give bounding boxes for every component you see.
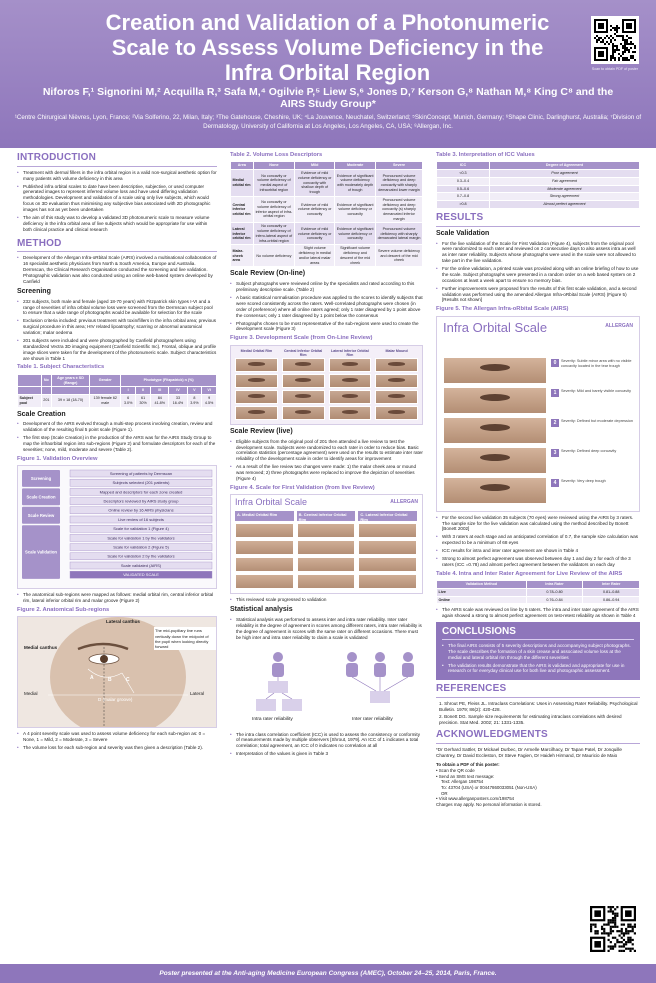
table-header: Area [231,162,254,170]
column-middle [230,152,423,759]
screening-list [17,299,217,362]
pdf-heading: To obtain a PDF of this poster: [436,761,500,767]
table-header: Phototype (Fitzpatrick) n (%) [121,374,217,386]
scale-column [235,511,294,591]
table-header: Mild [295,162,335,170]
validation-overview-figure [17,465,217,589]
flow-step-label: Descriptors reviewed by AIRS study group [103,498,179,504]
inter-rater-label: Inter rater reliability [352,716,393,722]
flow-step-label: Subjects selected (201 patients) [112,480,170,486]
scale-review-online-list [230,281,423,332]
eye-photo [297,523,356,538]
qr-code-icon[interactable] [590,906,636,952]
eye-photo [235,390,278,404]
scale-column [374,349,419,423]
table-header: None [253,162,294,170]
table-header: IV [169,387,187,395]
scale-column-label: Central Inferior Orbital Rim [283,348,323,358]
eye-photo [282,390,325,404]
table2-caption: Table 2. Volume Loss Descriptors [230,152,323,158]
eye-photo [329,406,372,420]
table-row: 0.3–0.4 Fair agreement [437,177,640,185]
validation-list [436,515,640,568]
method-list [17,255,217,284]
icc-values-table [436,161,640,208]
conclusions-list [442,643,634,674]
development-scale-figure [230,345,423,425]
authors: Niforos F,¹ Signorini M,² Acquilla R,³ Safa M,⁴ Ogilvie P,⁵ Liew S,⁶ Jones D,⁷ Kerson G,⁸ Nathan M,⁸ King C⁸ and the AIRS Study Group* [42,86,614,110]
screening-heading: Screening [17,287,51,295]
pdf-line: Text: Allergan 198754 [441,779,484,785]
eye-photo [329,358,372,372]
list-item: • A 4 point severity scale was used to assess volume deficiency for each sub-region as: 0 = None, 1 = Mild, 2 = Moderate, 3 = Severe [17,731,217,743]
severity-description: Severity: Mild and barely visible concavity [561,388,632,393]
figure4-caption: Figure 4. Scale for First Validation (from live Review) [230,484,375,491]
scale-title: Infra Orbital Scale [443,319,548,335]
scale-column [234,349,279,423]
scale-column-label: Malar Mound [385,348,408,353]
list-item: • ICC results for intra and inter rater agreement are shown in Table 4 [436,548,640,554]
list-item: • Interpretation of the values is given in Table 3 [230,751,423,757]
intra-rater-label: Intra rater reliability [252,716,293,722]
pdf-line: Charges may apply. No personal information is stored. [436,801,542,807]
pdf-line: To: 43704 (USA) or 00447860033051 (Non-USA) [441,785,537,791]
intro-list [17,170,217,233]
flow-group-label: Scale Review [27,512,55,518]
eye-photo [358,557,417,572]
list-item: • With 3 raters at each stage and an anticipated correlation of 0.7, the sample size calculation was expected to be a minimum of 68 eyes [436,534,640,546]
eye-photo [282,358,325,372]
scale-column-label: A. Medial Orbital Rim [235,511,294,521]
eye-photo [375,358,418,372]
table-header: Age years ± SD (Range) [51,374,89,386]
pdf-line: • Scan the QR code [436,768,475,774]
column-left [17,152,217,753]
figure5-caption: Figure 5. The Allergan Infra-oRbital Scale (AIRS) [436,306,569,313]
list-item: • Eligible subjects from the original pool of 201 then attended a live review to test the development scale. Subjects were randomized to each rater in order to reduce bias. Basic correlation statistics (percentage agreement) were used on the results to estimate inter rater reliability of the development scale in order to identify areas for improvement [230,439,423,463]
scale-creation-list [17,421,217,452]
list-item: • Exclusion criteria included: previous treatment with toxin/fillers in the infra orbital area; previous surgical procedure in this area; HIV related lipoatrophy; scarring or abnormal anatomical variation; malar oedema [17,318,217,336]
list-item: • As a result of the live review two changes were made: 1) the malar cheek area or mound was removed; 2) three photographs were replaced to improve the depiction of severities (Figure 4) [230,464,423,482]
statistical-heading: Statistical analysis [230,606,293,614]
rater-agreement-table [436,580,640,604]
table-header: II [136,387,151,395]
eye-photo [443,477,547,504]
list-item: • Subject photographs were reviewed online by the specialists and rated according to this preliminary descriptive scale. (Table 2) [230,281,423,293]
table-header: No [41,374,51,386]
scale-column [328,349,373,423]
figure3-caption: Figure 3. Development Scale (from On-Line Review) [230,335,373,342]
airs-note-list [436,607,640,619]
table-row: <0.3 Poor agreement [437,170,640,178]
table-row: Live 0.78–0.80 0.81–0.88 [437,588,640,596]
table-header: Moderate [335,162,376,170]
pdf-line: • Send an SMS text message: [436,773,495,779]
method-heading: METHOD [17,238,217,253]
flow-group-label: Screening [30,476,52,482]
table-row: >0.8 Almost perfect agreement [437,201,640,209]
severity-number: 4 [551,479,559,487]
figure1-caption: Figure 1. Validation Overview [17,455,98,462]
scale-column-label: B. Central Inferior Orbital Rim [297,511,356,521]
list-item: • The volume loss for each sub-region and severity was then given a description (Table 2). [17,745,217,751]
severity-number: 3 [551,449,559,457]
table-header: Gender [90,374,121,386]
list-item: 1. Shrout PE, Fleiss JL. Intraclass Correlations: Uses in Assessing Rater Reliability. Psychological Bulletin. 1979; 86(2): 420-428. [439,701,638,712]
eye-photo [358,540,417,555]
qr-code-icon[interactable] [591,16,639,64]
table-row: Central inferior orbital rim No concavity or volume deficiency of inferior aspect of infra-orbital region Evidence of mild volume deficiency or concavity Evidence of significant volume deficiency or concavity Pronounced volume deficiency and deep concavity (s) sharply demarcated inferior margin [231,196,423,223]
eye-photo [443,387,547,414]
eye-photo [282,406,325,420]
volume-loss-table [230,161,423,267]
eye-photo [375,374,418,388]
scale-column-label: Lateral Inferior Orbital Rim [331,348,369,358]
results-list [436,241,640,304]
icc-list [230,732,423,758]
eye-photo [235,574,294,589]
pdf-link[interactable]: • Visit www.allerganposters.com/198754 [436,796,515,802]
scale-title: Infra Orbital Scale [235,497,308,508]
list-item: • Treatment with dermal fillers in the infra orbital region is a valid non-surgical aesthetic option for many patients with volume deficiency in this area [17,170,217,182]
list-item: • The validation results demonstrate that the AIRS is validated and appropriate for use in research or for everyday clinical use for both live and photographic assessment. [442,663,634,675]
scale-column-label: Medial Orbital Rim [240,348,273,353]
list-item: • This reviewed scale progressed to validation [230,597,423,603]
eye-photo [235,523,294,538]
eye-photo [235,406,278,420]
scale-creation-heading: Scale Creation [17,410,66,418]
list-item: • Strong to almost perfect agreement was observed between day 1 and day 2 for each of the 3 raters (ICC =0.78) and almost perfect agreement between the validators on each day [436,556,640,568]
eye-photo [235,557,294,572]
table-row: Subject pool 201 39 ± 18 (18-70) 139 female 62 male 6 3.0% 61 30% 84 41.8% 33 16.4% 8 3.9% 9 4.5% [18,395,217,407]
table-header: Validation Method [437,581,527,589]
table-row: Medial orbital rim No concavity or volume deficiency of medial aspect of infraorbital region Evidence of mild volume deficiency or concavity with shallow depth of trough Evidence of significant volume deficiency with moderately depth of trough Pronounced volume deficiency and deep concavity with sharply demarcated lower margin [231,170,423,197]
references-list [436,701,640,726]
footer: Poster presented at the Anti-aging Medicine European Congress (AMEC), October 24–25, 2014, Paris, France. [0,964,656,983]
anatomical-subregions-figure [17,616,217,728]
table3-caption: Table 3. Interpretation of ICC Values [436,152,535,158]
intro-heading: INTRODUCTION [17,152,217,167]
label-mid-pupillary: The mid-pupillary line runs vertically down the midpoint of the pupil when looking directly forward [154,627,216,649]
airs-scale-figure [436,316,640,512]
first-validation-scale-figure [230,494,423,594]
flow-step-label: Screening of patients by Dermscan [109,471,173,477]
eye-photo [443,447,547,474]
poster-title: Creation and Validation of a Photonumeric Scale to Assess Volume Deficiency in the Infra Orbital Region [105,10,550,85]
severity-description: Severity: Defined deep concavity [561,448,617,453]
scale-review-live-list [230,439,423,482]
list-item: • Further improvements were proposed from the results of this first scale validation, and a second validation was performed using the amended Allergan Infra-oRbital Scale (AIRS) (Figure 5) [Results not shown] [436,286,640,304]
table1-caption: Table 1. Subject Characteristics [17,364,105,371]
table-row: 0.7–0.8 Strong agreement [437,193,640,201]
list-item: • A basic statistical normalisation procedure was applied to the scores to identify subjects that were scored consistently across the raters. Well-correlated photographs were chosen (in order of preference) where all online raters agreed; only 1 rater disagreed by 1 point above the consensus; only 1 rater disagreed by 1 point below the consensus [230,295,423,319]
list-item: • The aim of this study was to develop a validated 3D photonumeric scale to measure volume deficiency in the infra orbital area of live subjects which would be appropriate for use within both clinical practice and clinical research [17,215,217,233]
table-header: ICC [437,162,490,170]
list-item: • The first step (Scale Creation) in the production of the AIRS was for the AIRS Study Group to map the infraorbital region into sub-regions (Figure 2) and formulate descriptors for each of the severities; none, mild, moderate and severe (Table 2). [17,435,217,453]
eye-photo [375,390,418,404]
table-header: I [121,387,136,395]
label-d: D (malar groove) [98,697,133,703]
allergan-logo-icon: ALLERGAN [390,499,418,506]
conclusions-box [436,622,640,680]
table-row: 0.5–0.6 Moderate agreement [437,185,640,193]
table-row: Malar-cheek area No volume deficiency Slight volume deficiency in medial and/or lateral malar areas Significant volume deficiency and descent of the mid cheek Severe volume deficiency and descent of the mid cheek [231,245,423,267]
pdf-line: OR [441,790,448,796]
anatomical-list [17,592,217,604]
flow-step-label: VALIDATED SCALE [123,572,159,578]
eye-photo [282,374,325,388]
flow-step-label: Live review of 16 subjects [118,517,164,523]
list-item: • The anatomical sub-regions were mapped as follows: medial orbital rim, central inferior orbital rim, lateral inferior orbital rim and malar groove (Figure 2) [17,592,217,604]
statistical-list [230,617,423,641]
table-header: Degree of Agreement [489,162,639,170]
list-item: • For the second live validation 35 subjects (70 eyes) were reviewed using the AIRS by 3 raters. The sample size for the live validation was calculated using the method described by Bonett [Bonett 2002] [436,515,640,533]
list-item: • The intra class correlation coefficient (ICC) is used to assess the consistency or conformity of measurements made by multiple observers [Shrout, 1979]. An ICC of 1 indicates a total correlation; total agreement, an ICC of 0 indicates no correlation at all [230,732,423,750]
list-item: 2. Bonett DG. Sample size requirements for estimating intraclass correlations with desired precision. Stat Med. 2002; 21: 1331-1335. [439,714,622,726]
scale-column [297,511,356,591]
figure2-caption: Figure 2. Anatomical Sub-regions [17,606,110,613]
column-right [436,152,640,808]
scale-review-live-heading: Scale Review (live) [230,427,293,435]
flow-group-label: Scale Validation [25,549,57,555]
table4-caption: Table 4. Intra and Inter Rater Agreement for Live Review of the AIRS [436,570,623,577]
flow-step-label: Online review by 16 AIRS physicians [108,507,174,513]
table-header: VI [202,387,217,395]
affiliations: ¹Centre Chirurgical Nièvres, Lyon, France; ²Via Solferino, 22, Milan, Italy; ³The Gatehouse, Cheshire, UK; ⁴La Jouvence, Neuchatel, Switzerland; ⁵SkinConcept, Munich, Germany; ⁶Shape Clinic, Darlinghurst, Australia; ⁷Division of Dermatology, University of California at Los Angeles, Los Angeles, CA, USA; ⁸Allergan, Inc. [14,114,642,130]
flow-group-label: Scale Creation [26,494,56,500]
eye-photo [235,358,278,372]
flow-step-label: Scale for validation 2 by the validators [107,553,175,559]
flow-step-label: Scale validated (AIRS) [120,563,162,569]
eye-photo [358,574,417,589]
table-header: III [151,387,169,395]
flow-step-label: Scale for validation 1 by the validators [107,535,175,541]
eye-photo [375,406,418,420]
results-heading: RESULTS [436,212,640,227]
qr-caption: Scan to obtain PDF of poster [591,67,639,71]
reliability-diagram [230,643,423,729]
reviewed-list [230,597,423,603]
eye-photo [235,374,278,388]
acknowledgments-heading: ACKNOWLEDGMENTS [436,729,640,744]
label-medial: Medial [24,691,38,697]
list-item: • Photographs chosen to be most representative of the sub-regions were used to create the development scale (Figure 3) [230,321,423,333]
table-row: Lateral inferior orbital rim No concavity or volume deficiency of infero-lateral aspect of infra-orbital region Evidence of mild volume deficiency or concavity Evidence of significant volume deficiency or concavity Pronounced volume deficiency with sharply demarcated lateral margin [231,223,423,245]
list-item: • The AIRS scale was reviewed on line by 5 raters. The intra and inter rater agreement of the AIRS again showed a strong to almost perfect agreement on test-retest reliability as shown in Table 4 [436,607,640,619]
eye-photo [329,390,372,404]
severity-description: Severity: Defined but moderate depression [561,418,633,423]
acknowledgments-text: *Dr Gerhard Sattler, Dr Mickael Durbec, Dr Armelle Marcilhacy, Dr Tapan Patel, Dr Jonquille Chantrey, Dr David Eccleston, Dr Steve Fagien, Dr Haideh Hirmand, Dr Mauricio de Maio [436,746,622,758]
table-row: Online 0.76–0.84 0.86–0.94 [437,596,640,604]
list-item: • For the live validation of the Scale for First Validation (Figure 4), subjects from the original pool were randomized to each rater and reviewed on 2 consecutive days to also assess intra as well as inter rater reliability. Subjects whose photographs were used in the scale were not allowed to take part in the live validation. [436,241,640,265]
eye-photo [297,540,356,555]
table-header: Severe [376,162,423,170]
label-b: B [108,677,112,684]
subject-characteristics-table [17,374,217,408]
eye-photo [297,557,356,572]
flow-step-label: Mapped and descriptors for each zone created [99,489,183,495]
scale-column-label: C. Lateral Inferior Orbital Rim [358,511,417,521]
list-item: • Published infra orbital scales to date have been descriptive, subjective, or used computer generated images to represent inferred volume loss and have used differing validation methodologies. Development and validation of a scale using only live subjects, which would focus on 3D evaluation thus minimising any subjective bias associated with 2D photographic images has not as yet been undertaken [17,184,217,213]
scale-validation-heading: Scale Validation [436,229,490,237]
references-heading: REFERENCES [436,683,640,698]
severity-number: 2 [551,419,559,427]
eye-photo [443,417,547,444]
list-item: • Development of the Allergan Infra-oRbital Scale (AIRS) involved a multinational collaboration of 16 specialist aesthetic physicians from North & South America, Europe and Australia. Dermscan, the Clinical Research Organisation conducted the screening and live validation. Photographic validation was also conducted using an online web-based system developed by Canfield [17,255,217,284]
table-header: Intra Rater [526,581,583,589]
table-header [18,374,42,386]
severity-list [17,731,217,751]
scale-column [281,349,326,423]
list-item: • Development of the AIRS evolved through a multi-step process involving creation, review and validation of the resulting final 5 point scale (Figure 1). [17,421,217,433]
eye-photo [329,374,372,388]
eye-photo [297,574,356,589]
list-item: • Statistical analysis was performed to assess inter and intra rater reliability. Inter rater reliability is the degree of agreement in scores among different raters, intra rater reliability is the degree of agreement in scores with the same rater on different occasions. There must be high inter and intra rater reliability to claim a scale is validated [230,617,423,641]
label-c: C [126,677,130,684]
allergan-logo-icon: ALLERGAN [605,322,633,329]
table-header: V [187,387,202,395]
conclusions-heading: CONCLUSIONS [442,626,634,640]
label-lateral-canthus: Lateral canthus [106,619,140,625]
list-item: • The final AIRS consists of 5 severity descriptions and accompanying subject photographs. The scale describes the formation of a skin crease and associated volume loss at the medial and lateral orbital rim through the different severities [442,643,634,661]
label-lateral: Lateral [190,691,205,697]
severity-description: Severity: Very deep trough [561,478,606,483]
label-a: A [90,675,94,682]
list-item: • For the online validation, a printed scale was provided along with an online briefing of how to use the scale. Subject photographs were presented in a random order on a web based system on 2 occasions at least a week apart to ensure no memory bias. [436,266,640,284]
list-item: • 201 subjects were included and were photographed by Canfield photographers using standardized Vectra 3D imaging equipment (Canfield Scientific Inc). Frontal, oblique and profile image slices were taken for the development of the photonumeric scale. Subject characteristics are shown in Table 1 [17,338,217,362]
severity-number: 1 [551,389,559,397]
label-medial-canthus: Medial canthus [24,645,58,651]
list-item: • 232 subjects, both male and female (aged 18-70 years) with Fitzpatrick skin types I-VI and a range of severities of infra orbital volume loss were screened from the Dermscan subject pool to ensure that a wide range of photographs would be available for selection for the scale [17,299,217,317]
flow-step-label: Scale for validation 2 (Figure 5) [113,544,169,550]
eye-photo [235,540,294,555]
severity-description: Severity: Subtle minor area with no visible concavity located in the tear trough [561,358,632,368]
scale-column [358,511,417,591]
severity-number: 0 [551,359,559,367]
scale-review-online-heading: Scale Review (On-line) [230,270,306,278]
eye-photo [358,523,417,538]
flow-step-label: Scale for validation 1 (Figure 4) [113,526,169,532]
flowchart [18,466,217,589]
eye-photo [443,357,547,384]
table-header: Inter Rater [583,581,640,589]
poster-header [0,0,656,148]
pdf-info [436,762,640,808]
